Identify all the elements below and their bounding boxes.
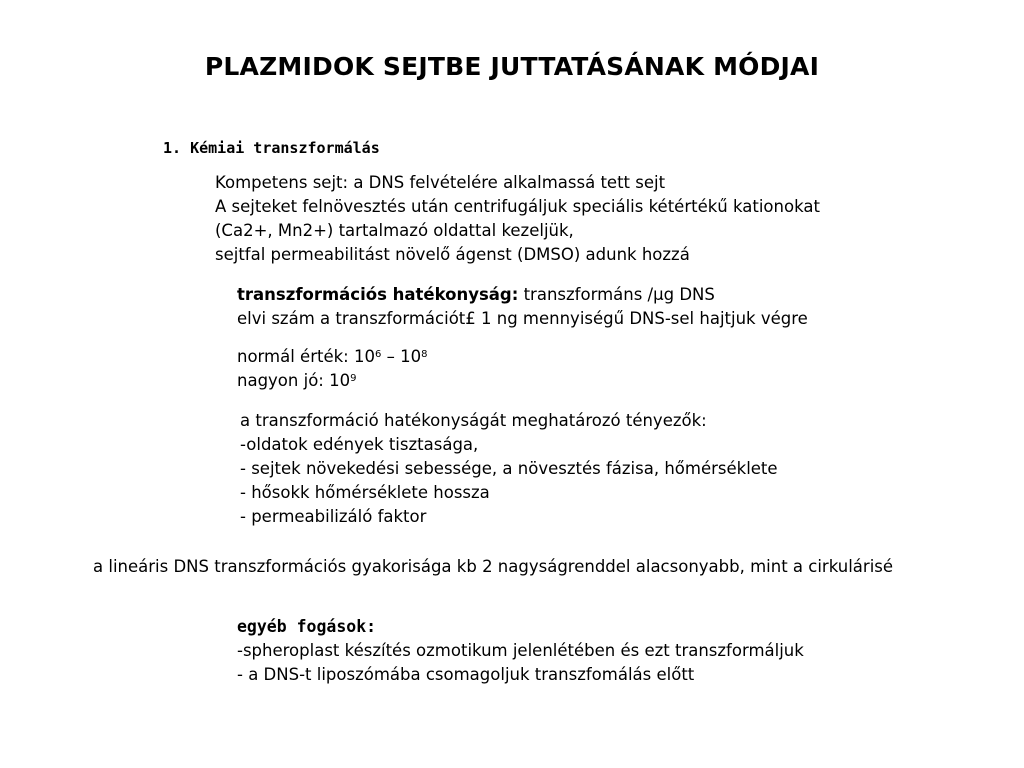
text-line: a transzformáció hatékonyságát meghatározó tényezők: — [240, 411, 707, 430]
text-line: -oldatok edények tisztasága, — [240, 435, 479, 454]
text-line: sejtfal permeabilitást növelő ágenst (DMSO) adunk hozzá — [215, 245, 690, 264]
text-line: - sejtek növekedési sebessége, a növesztés fázisa, hőmérséklete — [240, 459, 778, 478]
section-heading-chemical-transformation: 1. Kémiai transzformálás — [163, 139, 380, 157]
efficiency-line — [237, 283, 808, 307]
text-line: elvi szám a transzformációt£ 1 ng mennyiségű DNS-sel hajtjuk végre — [237, 309, 808, 328]
efficiency-factors-list — [240, 409, 778, 529]
page-title: PLAZMIDOK SEJTBE JUTTATÁSÁNAK MÓDJAI — [204, 52, 820, 81]
competent-cell-description — [215, 171, 820, 267]
exponent: 9 — [350, 373, 357, 384]
efficiency-definition-text: transzformáns /µg DNS — [518, 285, 715, 304]
text-line: - a DNS-t liposzómába csomagoljuk transzfomálás előtt — [237, 665, 695, 684]
efficiency-values — [237, 345, 427, 393]
good-value-prefix: nagyon jó: 10 — [237, 371, 351, 390]
efficiency-definition — [237, 283, 808, 331]
other-methods-label: egyéb fogások: — [237, 617, 377, 636]
good-value-line — [237, 369, 427, 393]
exponent: 8 — [421, 349, 428, 360]
normal-value-mid: – 10 — [381, 347, 422, 366]
efficiency-label: transzformációs hatékonyság: — [237, 285, 519, 304]
exponent: 6 — [374, 349, 382, 360]
text-line: -spheroplast készítés ozmotikum jelenlétében és ezt transzformáljuk — [237, 641, 804, 660]
normal-value-line — [237, 345, 427, 369]
linear-dna-note: a lineáris DNS transzformációs gyakorisága kb 2 nagyságrenddel alacsonyabb, mint a cirkulárisé — [93, 557, 894, 576]
normal-value-prefix: normál érték: 10 — [237, 347, 375, 366]
text-line: (Ca2+, Mn2+) tartalmazó oldattal kezeljük, — [215, 221, 574, 240]
text-line: - hősokk hőmérséklete hossza — [240, 483, 490, 502]
text-line: - permeabilizáló faktor — [240, 507, 427, 526]
text-line: Kompetens sejt: a DNS felvételére alkalmassá tett sejt — [215, 173, 666, 192]
other-methods — [237, 615, 804, 687]
text-line: A sejteket felnövesztés után centrifugáljuk speciális kétértékű kationokat — [215, 197, 820, 216]
